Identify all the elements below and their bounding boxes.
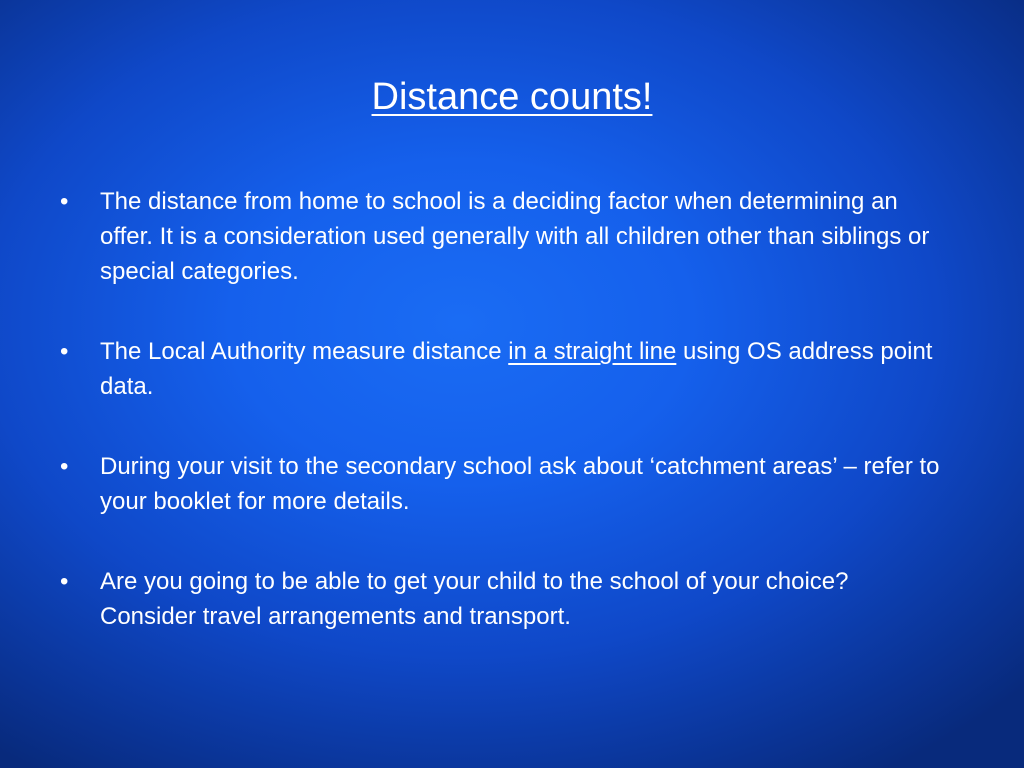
bullet-item-transport <box>60 564 940 634</box>
bullet-item-catchment <box>60 449 940 519</box>
bullet-text: The distance from home to school is a deciding factor when determining an offer. It is a consideration used generally with all children other than siblings or special categories. <box>100 188 930 285</box>
bullet-text: Are you going to be able to get your child to the school of your choice? Consider travel arrangements and transport. <box>100 568 849 630</box>
bullet-list <box>60 184 940 634</box>
slide-title-text: Distance counts! <box>371 76 653 118</box>
bullet-text-after: using OS address point data. <box>100 338 933 400</box>
bullet-marker: • <box>60 188 69 215</box>
bullet-marker: • <box>60 568 69 595</box>
slide-title <box>0 74 1024 120</box>
bullet-item-measurement <box>60 334 940 404</box>
bullet-text-underlined: in a straight line <box>508 338 677 365</box>
bullet-marker: • <box>60 453 69 480</box>
bullet-text: During your visit to the secondary school ask about ‘catchment areas’ – refer to your booklet for more details. <box>100 453 940 515</box>
bullet-text-before: The Local Authority measure distance <box>100 338 509 365</box>
bullet-item-distance-factor <box>60 184 940 289</box>
bullet-marker: • <box>60 338 69 365</box>
